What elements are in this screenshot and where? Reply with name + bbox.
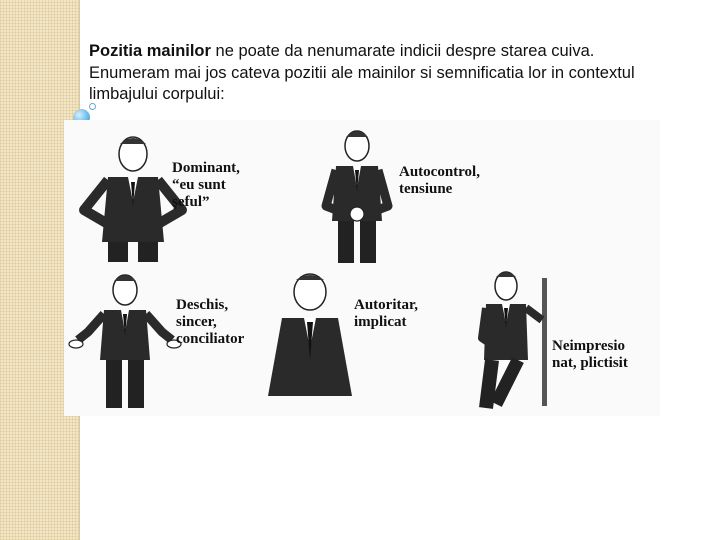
figure-autocontrol <box>312 126 402 266</box>
hand-positions-illustration <box>64 120 660 416</box>
intro-paragraph <box>89 41 679 106</box>
caption-autocontrol: Autocontrol, tensiune <box>399 164 480 197</box>
caption-authoritative: Autoritar, implicat <box>354 297 419 330</box>
caption-dominant: Dominant, “eu sunt şeful” <box>172 160 240 210</box>
intro-bold-text: Pozitia mainilor <box>89 42 211 60</box>
intro-text: ne poate da nenumarate indicii despre starea cuiva. Enumeram mai jos cateva pozitii ale mainilor si semnificatia lor in contextul limbajului corpului: <box>89 42 635 103</box>
caption-unimpressed: Neimpresio nat, plictisit <box>552 338 628 371</box>
figure-authoritative <box>260 268 360 408</box>
figure-unimpressed <box>456 268 566 416</box>
caption-open: Deschis, sincer, conciliator <box>176 297 245 347</box>
figure-open <box>70 270 180 410</box>
